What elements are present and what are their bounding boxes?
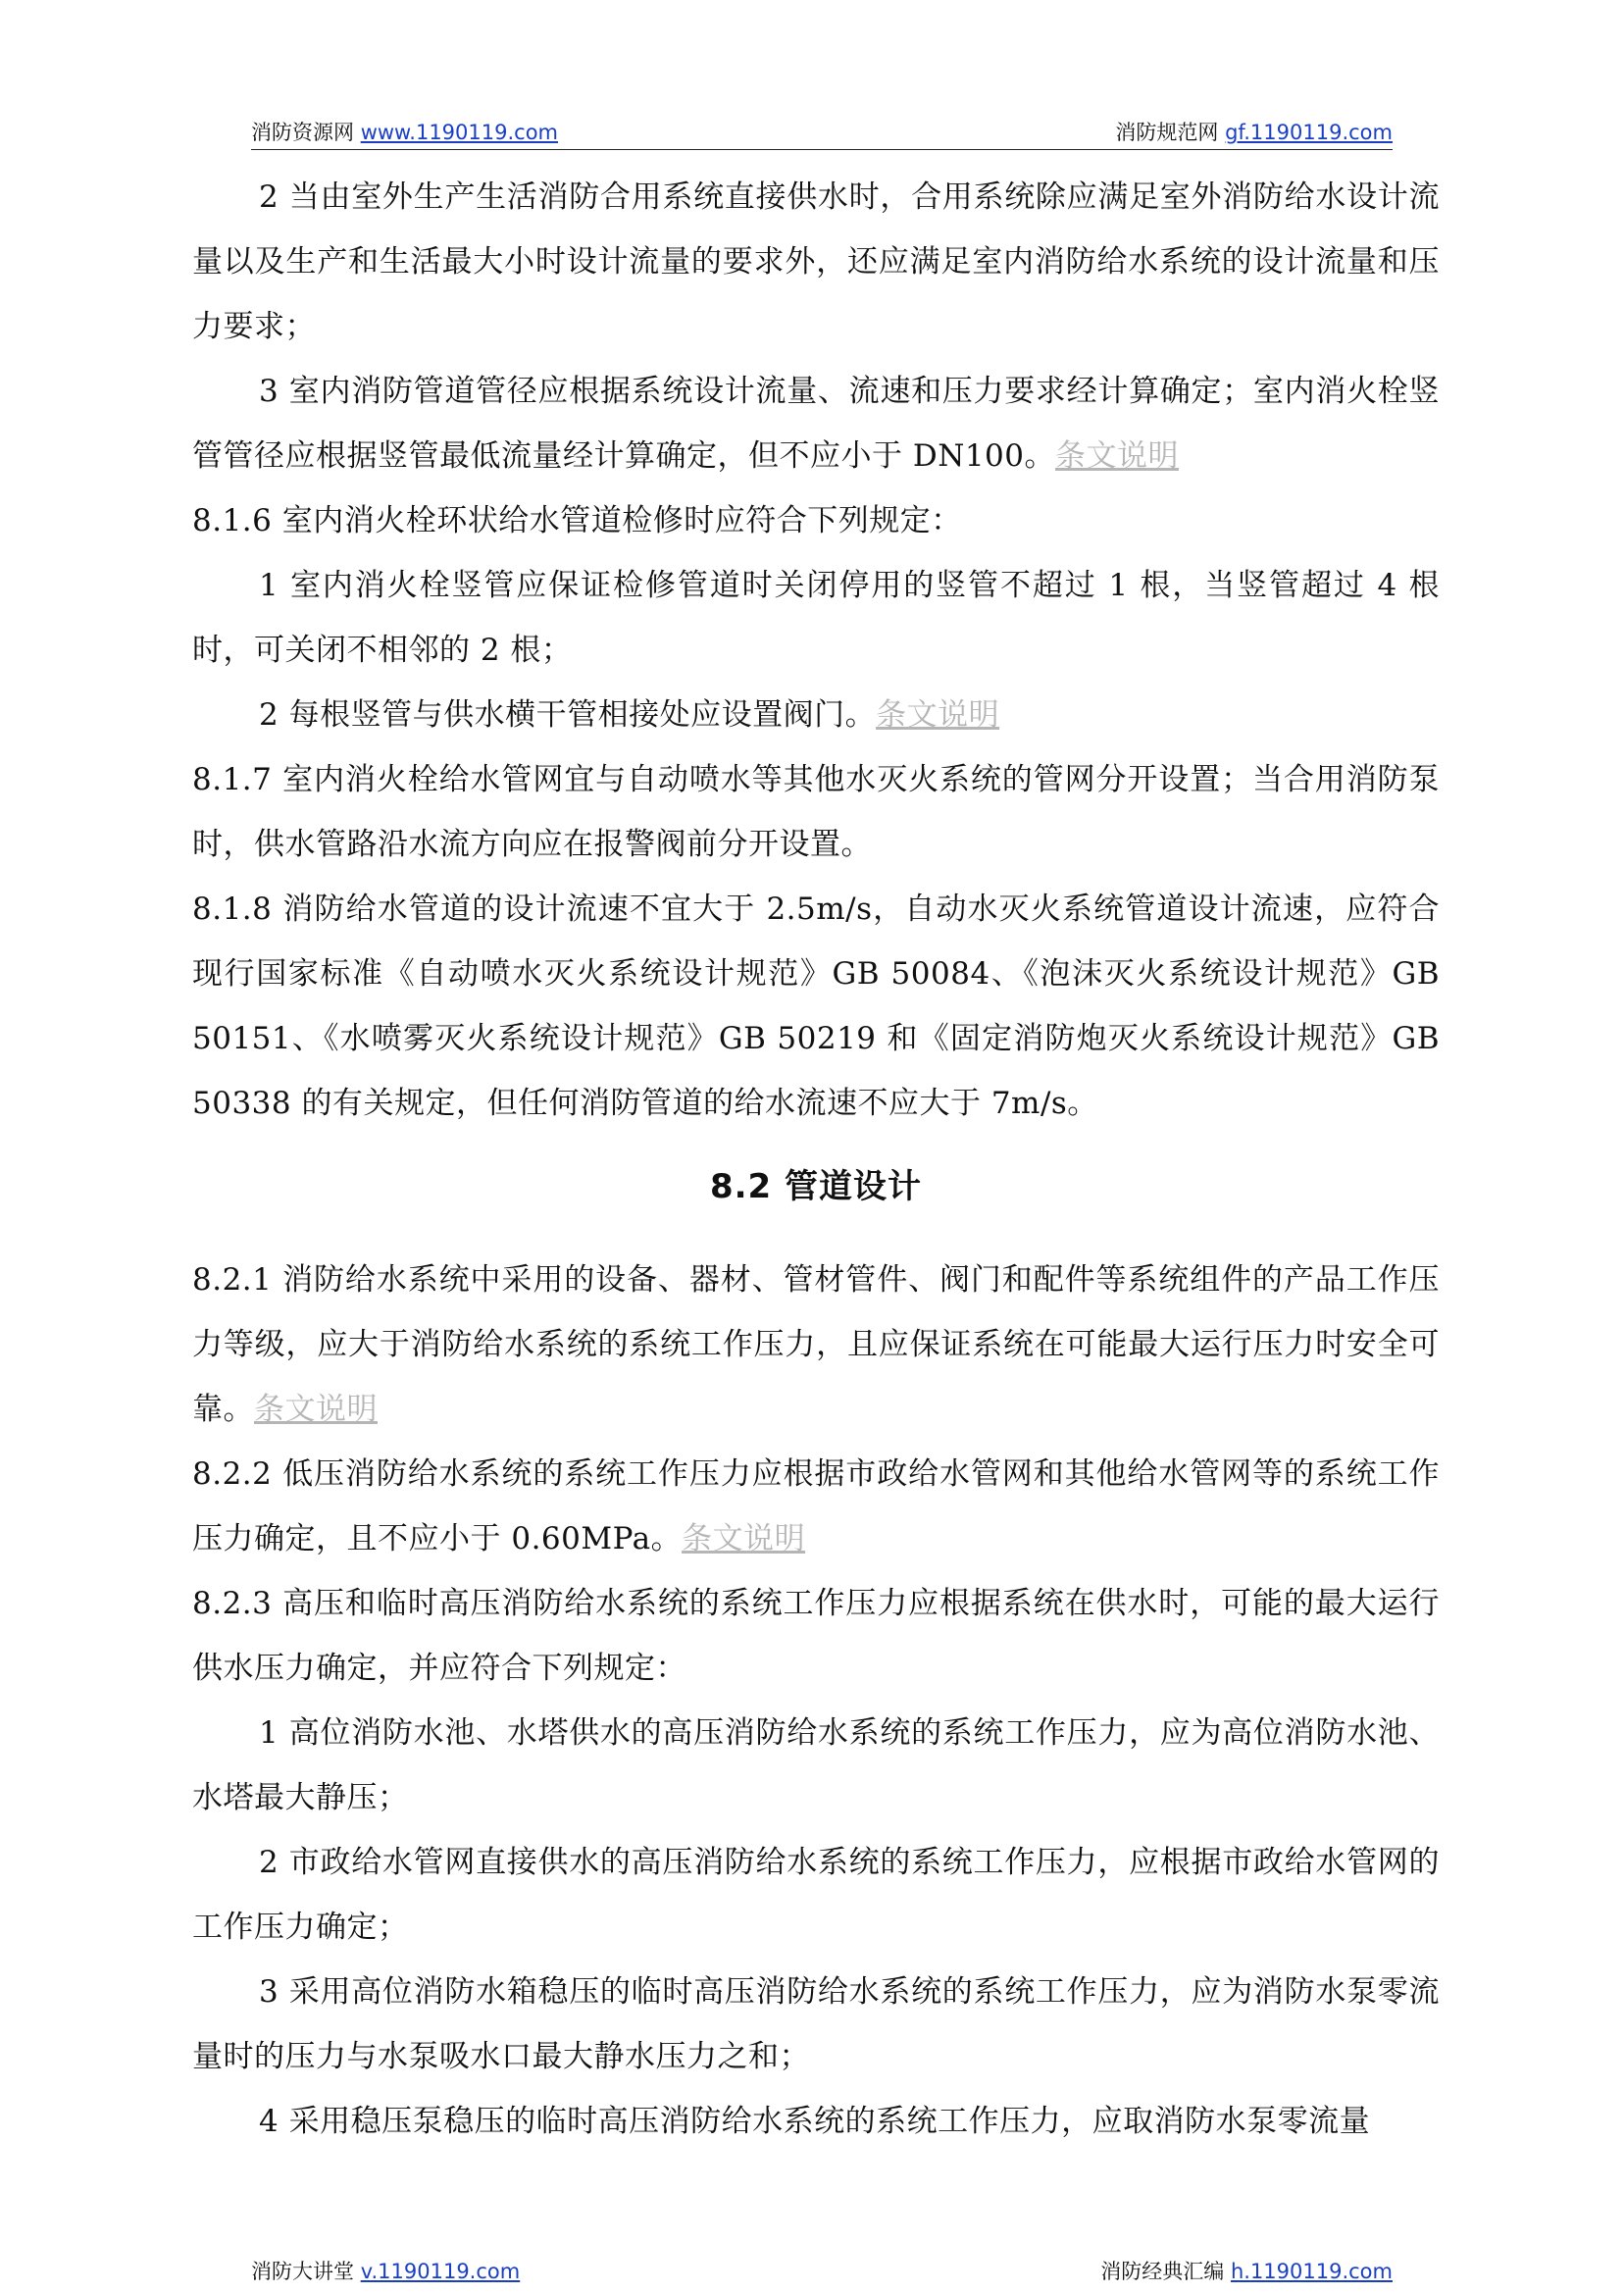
document-body (192, 165, 1440, 2154)
page-header (251, 114, 1393, 150)
header-right (1115, 117, 1393, 146)
clause-8-2-2: 8.2.2 低压消防给水系统的系统工作压力应根据市政给水管网和其他给水管网等的系统工作压力确定，且不应小于 0.60MPa。条文说明 (192, 1456, 1440, 1556)
clause-note-link[interactable]: 条文说明 (876, 697, 1000, 733)
section-title: 8.2 管道设计 (709, 1167, 923, 1206)
clause-8-1-8: 8.1.8 消防给水管道的设计流速不宜大于 2.5m/s，自动水灭火系统管道设计流速，应符合现行国家标准《自动喷水灭火系统设计规范》GB 50084、《泡沫灭火系统设计规范》GB 50151、《水喷雾灭火系统设计规范》GB 50219 和《固定消防炮灭火系统设计规范》GB 50338 的有关规定，但任何消防管道的给水流速不应大于 7m/s。 (192, 892, 1440, 1121)
footer-left (251, 2256, 520, 2285)
header-left-link[interactable]: www.1190119.com (360, 121, 559, 144)
clause-8-2-3: 8.2.3 高压和临时高压消防给水系统的系统工作压力应根据系统在供水时，可能的最大运行供水压力确定，并应符合下列规定： (192, 1586, 1440, 1686)
paragraph: 3 采用高位消防水箱稳压的临时高压消防给水系统的系统工作压力，应为消防水泵零流量时的压力与水泵吸水口最大静水压力之和； (192, 1974, 1440, 2074)
header-left-label: 消防资源网 (251, 121, 354, 144)
footer-left-link[interactable]: v.1190119.com (360, 2260, 521, 2283)
clause-8-1-7: 8.1.7 室内消火栓给水管网宜与自动喷水等其他水灭火系统的管网分开设置；当合用消防泵时，供水管路沿水流方向应在报警阀前分开设置。 (192, 762, 1440, 862)
clause-8-1-6: 8.1.6 室内消火栓环状给水管道检修时应符合下列规定： (192, 503, 962, 538)
paragraph: 2 每根竖管与供水横干管相接处应设置阀门。条文说明 (259, 697, 1000, 733)
paragraph: 2 市政给水管网直接供水的高压消防给水系统的系统工作压力，应根据市政给水管网的工作压力确定； (192, 1845, 1440, 1945)
paragraph: 3 室内消防管道管径应根据系统设计流量、流速和压力要求经计算确定；室内消火栓竖管管径应根据竖管最低流量经计算确定，但不应小于 DN100。条文说明 (192, 374, 1440, 474)
clause-note-link[interactable]: 条文说明 (682, 1521, 806, 1556)
paragraph: 1 室内消火栓竖管应保证检修管道时关闭停用的竖管不超过 1 根，当竖管超过 4 根时，可关闭不相邻的 2 根； (192, 568, 1440, 668)
paragraph: 2 当由室外生产生活消防合用系统直接供水时，合用系统除应满足室外消防给水设计流量以及生产和生活最大小时设计流量的要求外，还应满足室内消防给水系统的设计流量和压力要求； (192, 179, 1440, 344)
paragraph: 4 采用稳压泵稳压的临时高压消防给水系统的系统工作压力，应取消防水泵零流量 (259, 2104, 1371, 2139)
page-footer (251, 2256, 1393, 2291)
header-right-label: 消防规范网 (1115, 121, 1219, 144)
footer-right-label: 消防经典汇编 (1100, 2260, 1225, 2283)
footer-right (1100, 2256, 1393, 2285)
clause-8-2-1: 8.2.1 消防给水系统中采用的设备、器材、管材管件、阀门和配件等系统组件的产品工作压力等级，应大于消防给水系统的系统工作压力，且应保证系统在可能最大运行压力时安全可靠。条文说明 (192, 1262, 1440, 1427)
clause-note-link[interactable]: 条文说明 (254, 1392, 378, 1427)
footer-left-label: 消防大讲堂 (251, 2260, 354, 2283)
clause-note-link[interactable]: 条文说明 (1055, 438, 1180, 474)
header-left (251, 117, 558, 146)
paragraph: 1 高位消防水池、水塔供水的高压消防给水系统的系统工作压力，应为高位消防水池、水塔最大静压； (192, 1715, 1440, 1815)
header-right-link[interactable]: gf.1190119.com (1225, 121, 1393, 144)
footer-right-link[interactable]: h.1190119.com (1230, 2260, 1393, 2283)
